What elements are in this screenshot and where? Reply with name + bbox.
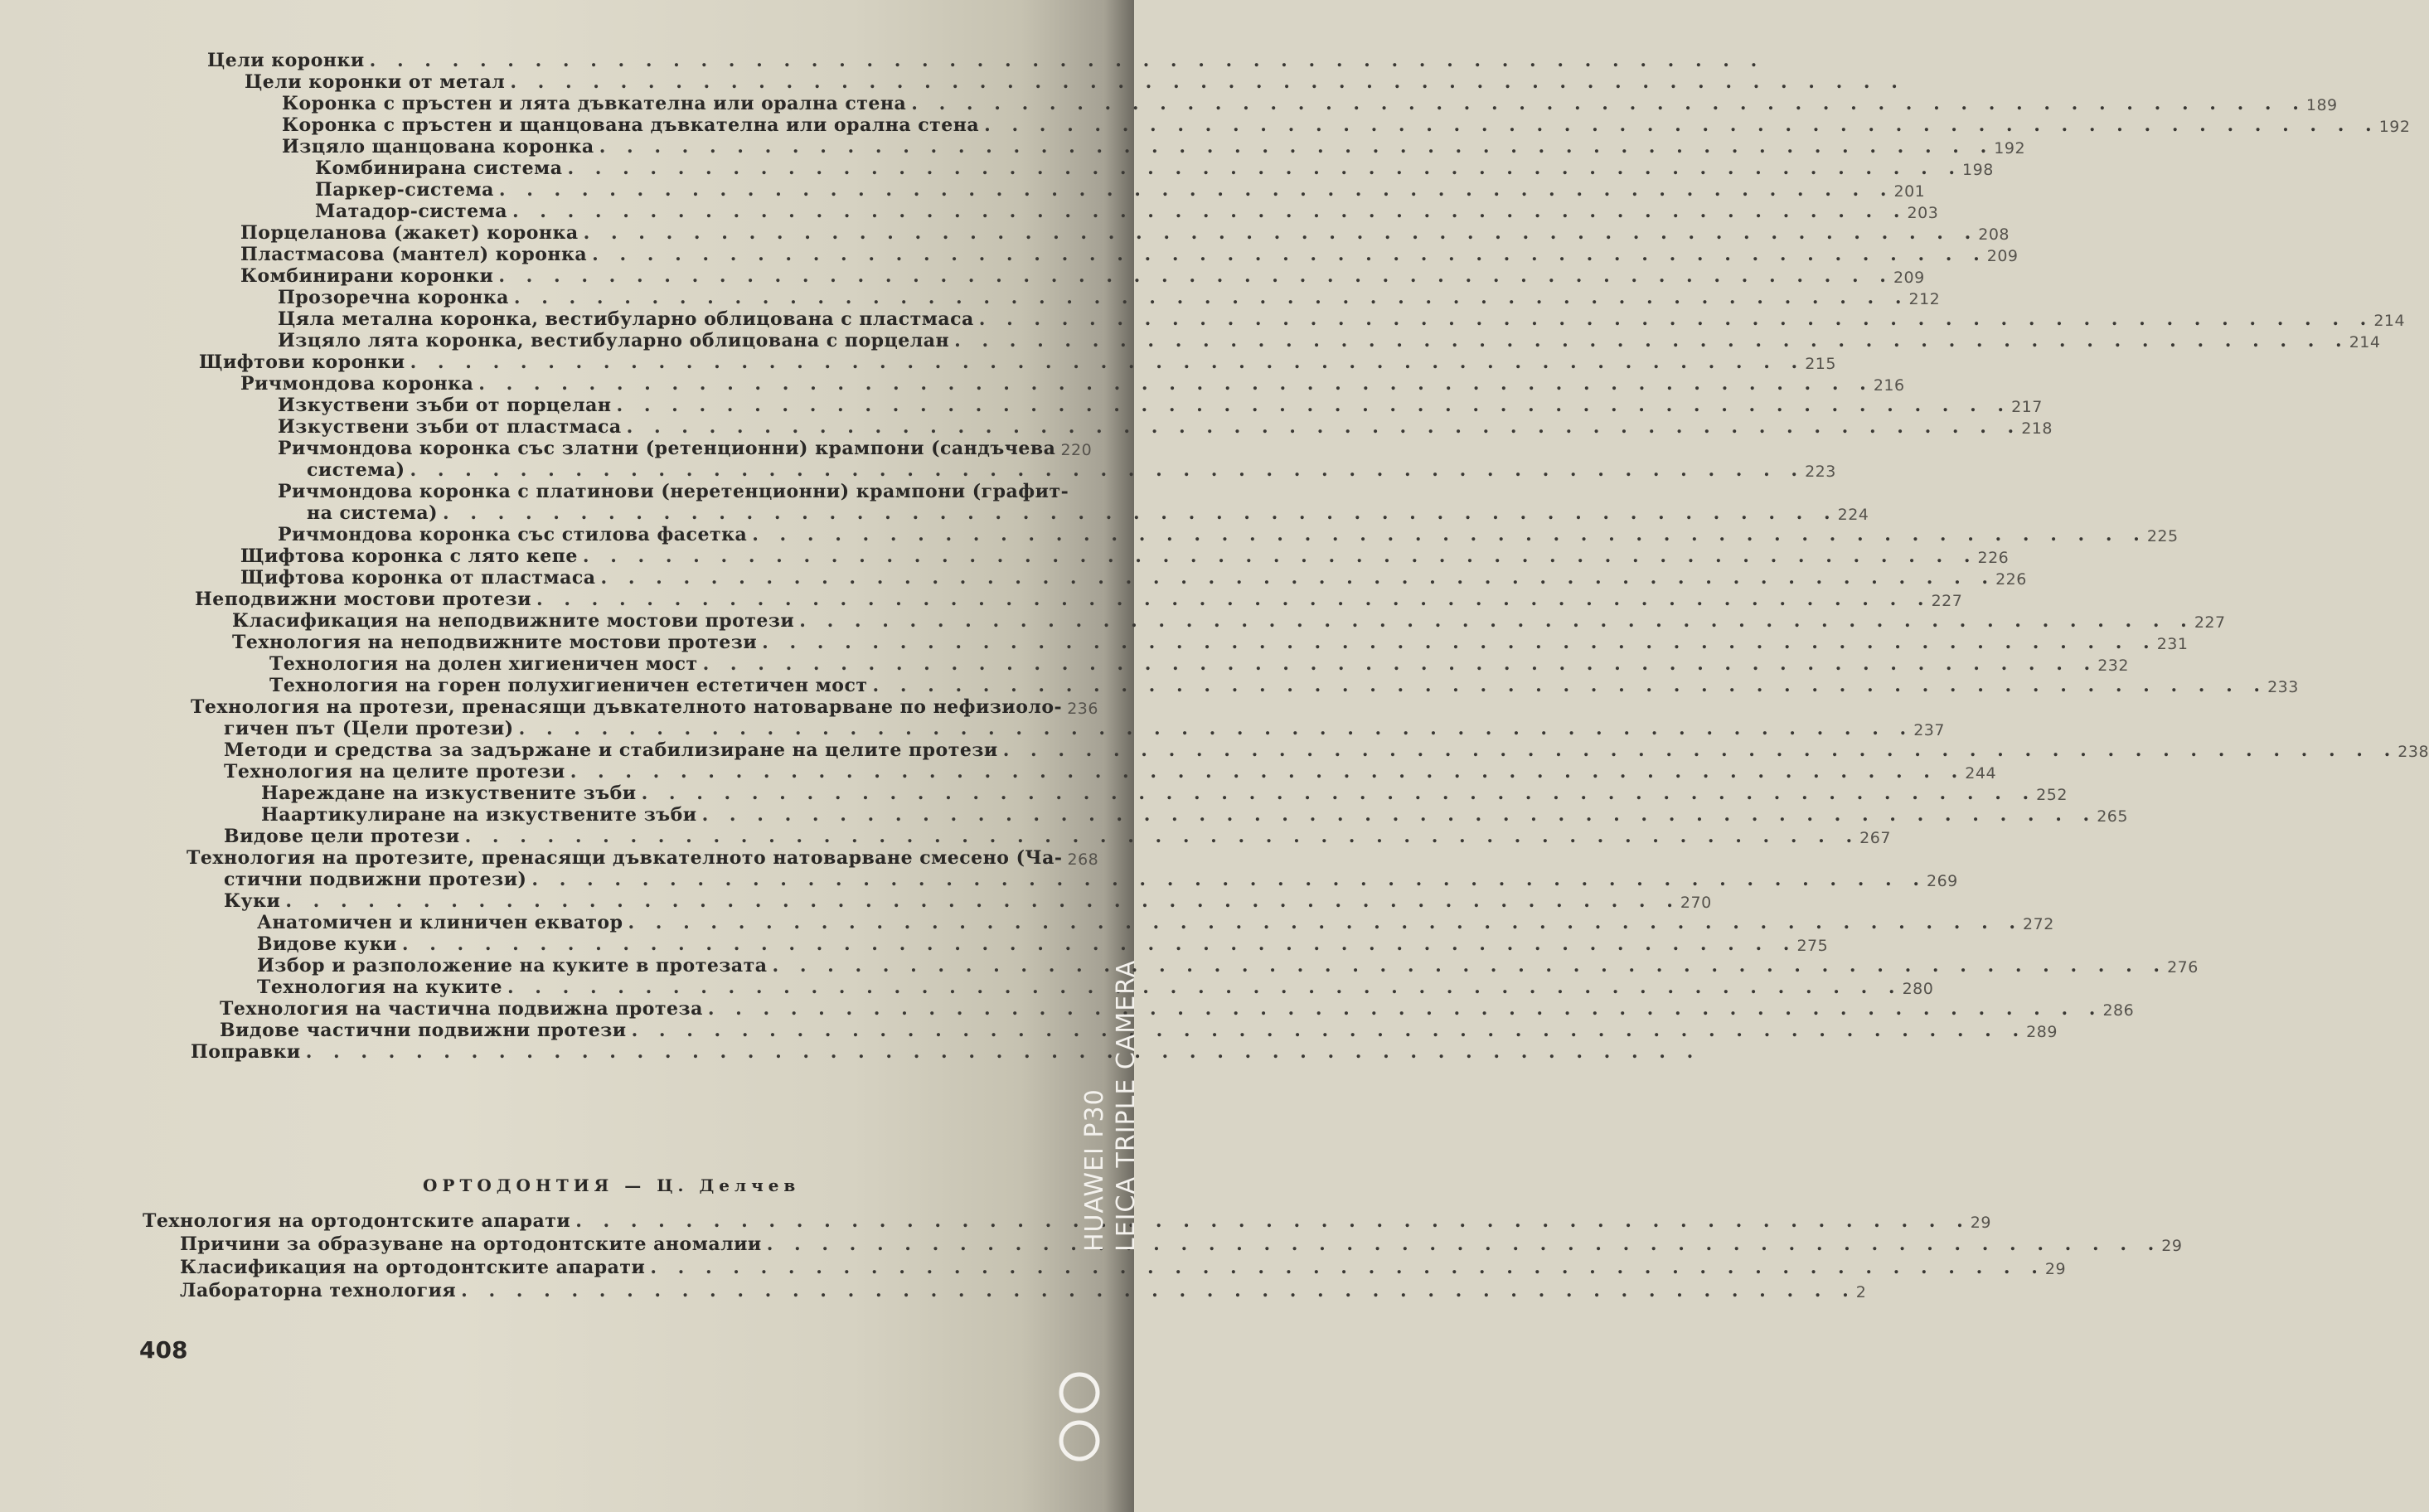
toc-entry-page: 224 (1837, 506, 1869, 524)
dot-leader: . . . . . . . . . . . . . . . . . . . . . . . . . . . . . . . . . . . . . . . . . . . . . . . . . . . (536, 589, 1932, 610)
toc-entry-page: 267 (1859, 829, 1891, 847)
toc-entry (124, 890, 1712, 912)
toc-entry-page: 209 (1986, 247, 2019, 265)
toc-entry-page: 227 (2194, 613, 2226, 632)
toc-entry-page: 270 (1680, 894, 1712, 912)
toc-entry-page: 209 (1893, 269, 1925, 287)
toc-entry-page: 280 (1902, 980, 1934, 998)
toc-entry-title: Причини за образуване на ортодонтските аномалии (180, 1233, 762, 1255)
toc-entry-page: 2 (1855, 1283, 1867, 1301)
toc-entry-title: Технология на целите протези (224, 761, 565, 783)
toc-entry (124, 718, 1945, 739)
toc-entry-title: Видове куки (257, 933, 397, 955)
dot-leader: . . . . . . . . . . . . . . . . . . . . . . . . . . . . . . . . . . . . . . . . . . . . . . . . . . . (513, 287, 1909, 308)
toc-entry (124, 114, 2411, 136)
toc-entry (124, 71, 1905, 93)
dot-leader: . . . . . . . . . . . . . . . . . . . . . . . . . . . . . . . . . . . . . . . . . . . . . . . . . . . (626, 416, 2022, 438)
page-number: 408 (139, 1336, 188, 1364)
toc-entry-page: 225 (2146, 527, 2179, 545)
dot-leader: . . . . . . . . . . . . . . . . . . . . . . . . . . . . . . . . . . . . . . . . . . . . . . . . . . . (799, 610, 2194, 632)
toc-entry (124, 222, 2010, 244)
toc-entry-title: Технология на ортодонтските апарати (143, 1210, 571, 1232)
toc-entry-title: Комбинирана система (315, 158, 563, 179)
toc-entry-title: Технология на горен полухигиеничен естетичен мост (269, 675, 868, 696)
dot-leader: . . . . . . . . . . . . . . . . . . . . . . . . . . . . . . . . . . . . . . . . . . . . . . . . . . . (511, 201, 1908, 222)
toc-entry-page: 29 (2044, 1260, 2067, 1278)
toc-entry-page: 226 (1995, 570, 2027, 589)
toc-entry (124, 912, 2054, 933)
toc-entry-page: 201 (1893, 182, 1926, 201)
dot-leader: . . . . . . . . . . . . . . . . . . . . . . . . . . . . . . . . . . . . . . . . . . . . . . . . . . . (984, 114, 2379, 136)
toc-entry (124, 459, 1836, 481)
toc-entry (124, 179, 1926, 201)
toc-entry-title: Класификация на ортодонтските апарати (180, 1257, 646, 1278)
toc-entry-title: Паркер-система (315, 179, 494, 201)
toc-entry-title: Технология на куките (257, 976, 502, 998)
toc-entry (124, 201, 1939, 222)
toc-entry-page: 237 (1913, 721, 1945, 739)
toc-entry (124, 955, 2199, 976)
toc-entry-title: Нареждане на изкуствените зъби (261, 783, 637, 804)
toc-entry (124, 395, 2043, 416)
toc-entry-page: 189 (2305, 96, 2338, 114)
toc-entry-title: Цяла метална коронка, вестибуларно облицована с пластмаса (278, 308, 974, 330)
dot-leader: . . . . . . . . . . . . . . . . . . . . . . . . . . . . . . . . . . . . . . . . . . . . . . . . . . . (702, 653, 2098, 675)
dot-leader: . . . . . . . . . . . . . . . . . . . . . . . . . . . . . . . . . . . . . . . . . . . . . . . . . . . (567, 158, 1963, 179)
toc-entry-page: 217 (2011, 398, 2043, 416)
toc-entry (124, 1041, 1701, 1063)
dot-leader: . . . . . . . . . . . . . . . . . . . . . . . . . . . . . . . . . . . . . . . . . . . . . . . . . . . (701, 804, 2097, 826)
watermark-line-1: HUAWEI P30 (1080, 1088, 1109, 1252)
dot-leader: . . . . . . . . . . . . . . . . . . . . . . . . . . . . . . . . . . . . . . . . . . . . . . . . . . . (752, 524, 2147, 545)
dot-leader: . . . . . . . . . . . . . . . . . . . . . . . . . . . . . . . . . . . . . . . . . . . . . . . . . . . (401, 933, 1797, 955)
toc-entry-title: Анатомичен и клиничен екватор (257, 912, 623, 933)
toc-entry-title: Пластмасова (мантел) коронка (240, 244, 588, 265)
toc-entry-title: Избор и разположение на куките в протезата (257, 955, 768, 976)
toc-entry-title: Изцяло щанцована коронка (282, 136, 594, 158)
dot-leader: . . . . . . . . . . . . . . . . . . . . . . . . . . . . . . . . . . . . . . . . . . . . . . . . . . . (305, 1041, 1701, 1063)
toc-entry (124, 330, 2381, 351)
toc-entry-title: Коронка с пръстен и щанцована дъвкателна или орална стена (282, 114, 980, 136)
toc-entry-page: 192 (1994, 139, 2026, 158)
dot-leader: . . . . . . . . . . . . . . . . . . . . . . . . . . . . . . . . . . . . . . . . . . . . . . . . . . . (498, 179, 1894, 201)
toc-entry-page: 252 (2036, 786, 2068, 804)
dot-leader: . . . . . . . . . . . . . . . . . . . . . . . . . . . . . . . . . . . . . . . . . . . . . . . . . . . (954, 330, 2349, 351)
toc-entry (124, 567, 2027, 589)
toc-entry-title: Ричмондова коронка със златни (ретенционни) крампони (сандъчева (278, 438, 1056, 459)
toc-entry (124, 502, 1869, 524)
toc-entry-page: 226 (1977, 549, 2010, 567)
toc-entry-title: Технология на неподвижните мостови протези (232, 632, 758, 653)
toc-entry (124, 287, 1941, 308)
toc-entry (124, 93, 2338, 114)
dot-leader: . . . . . . . . . . . . . . . . . . . . . . . . . . . . . . . . . . . . . . . . . . . . . . . . . . . (600, 567, 1996, 589)
dot-leader: . . . . . . . . . . . . . . . . . . . . . . . . . . . . . . . . . . . . . . . . . . . . . . . . . . . (410, 459, 1806, 481)
toc-entry-page: 227 (1931, 592, 1963, 610)
toc-entry (124, 265, 1925, 287)
toc-entry-title: Видове частични подвижни протези (220, 1020, 627, 1041)
camera-watermark (1046, 959, 1141, 1467)
toc-entry-title: Технология на протези, пренасящи дъвкателното натоварване по нефизиоло- (191, 696, 1063, 718)
dot-leader: . . . . . . . . . . . . . . . . . . . . . . . . . . . . . . . . . . . . . . . . . . . . . . . . . . . (478, 373, 1874, 395)
toc-entry (124, 416, 2053, 438)
toc-entry-page: 272 (2023, 915, 2054, 933)
table-of-contents (124, 50, 2429, 1063)
toc-entry (124, 696, 1098, 718)
toc-entry (124, 869, 1958, 890)
toc-entry-page: 216 (1873, 376, 1905, 395)
toc-entry (124, 308, 2406, 330)
toc-entry-title: на система) (307, 502, 439, 524)
toc-entry-page: 203 (1907, 204, 1939, 222)
dot-leader: . . . . . . . . . . . . . . . . . . . . . . . . . . . . . . . . . . . . . . . . . . . . . . . . . . . (641, 783, 2037, 804)
toc-entry (124, 589, 1963, 610)
toc-entry (143, 1232, 2183, 1255)
toc-entry (124, 481, 1078, 502)
toc-entry (124, 1020, 2058, 1041)
dot-leader: . . . . . . . . . . . . . . . . . . . . . . . . . . . . . . . . . . . . . . . . . . . . . . . . . . . (628, 912, 2024, 933)
toc-entry (124, 438, 1093, 459)
dot-leader: . . . . . . . . . . . . . . . . . . . . . . . . . . . . . . . . . . . . . . . . . . . . . . . . . . . (369, 50, 1765, 71)
toc-entry (124, 244, 2019, 265)
dot-leader: . . . . . . . . . . . . . . . . . . . . . . . . . . . . . . . . . . . . . . . . . . . . . . . . . . . (772, 955, 2168, 976)
toc-entry-page: 286 (2102, 1001, 2135, 1020)
toc-entry (124, 524, 2179, 545)
toc-entry-page: 231 (2156, 635, 2189, 653)
toc-entry (143, 1209, 1991, 1232)
toc-entry-page: 223 (1805, 463, 1836, 481)
toc-entry-page: 269 (1927, 872, 1958, 890)
toc-entry-title: Класификация на неподвижните мостови протези (232, 610, 795, 632)
toc-entry-page: 215 (1805, 355, 1836, 373)
toc-entry-title: Технология на долен хигиеничен мост (269, 653, 698, 675)
toc-entry-title: Изцяло лята коронка, вестибуларно облицована с порцелан (278, 330, 950, 351)
toc-entry-title: Щифтова коронка от пластмаса (240, 567, 596, 589)
dot-leader: . . . . . . . . . . . . . . . . . . . . . . . . . . . . . . . . . . . . . . . . . . . . . . . . . . . (766, 1233, 2162, 1255)
dot-leader: . . . . . . . . . . . . . . . . . . . . . . . . . . . . . . . . . . . . . . . . . . . . . . . . . . . (911, 93, 2306, 114)
dot-leader: . . . . . . . . . . . . . . . . . . . . . . . . . . . . . . . . . . . . . . . . . . . . . . . . . . . (582, 545, 1978, 567)
toc-entry (124, 373, 1905, 395)
toc-entry-title: Технология на протезите, пренасящи дъвкателното натоварване смесено (Ча- (187, 847, 1063, 869)
dot-leader: . . . . . . . . . . . . . . . . . . . . . . . . . . . . . . . . . . . . . . . . . . . . . . . . . . . (650, 1257, 2045, 1278)
dot-leader: . . . . . . . . . . . . . . . . . . . . . . . . . . . . . . . . . . . . . . . . . . . . . . . . . . . (443, 502, 1838, 524)
toc-entry (124, 847, 1099, 869)
toc-entry (124, 783, 2068, 804)
toc-entry-title: Методи и средства за задържане и стабилизиране на целите протези (224, 739, 998, 761)
toc-entry (124, 545, 2010, 567)
toc-entry-page: 214 (2349, 333, 2381, 351)
toc-entry-title: Лабораторна технология (180, 1280, 457, 1301)
toc-entry (124, 675, 2299, 696)
toc-entry (124, 351, 1836, 373)
dot-leader: . . . . . . . . . . . . . . . . . . . . . . . . . . . . . . . . . . . . . . . . . . . . . . . . . . . (461, 1280, 1856, 1301)
toc-entry-title: Щифтови коронки (199, 351, 405, 373)
dot-leader: . . . . . . . . . . . . . . . . . . . . . . . . . . . . . . . . . . . . . . . . . . . . . . . . . . . (707, 998, 2103, 1020)
toc-entry (143, 1255, 2067, 1278)
toc-entry-title: стични подвижни протези) (224, 869, 527, 890)
toc-entry (124, 826, 1891, 847)
dot-leader: . . . . . . . . . . . . . . . . . . . . . . . . . . . . . . . . . . . . . . . . . . . . . . . . . . . (978, 308, 2374, 330)
toc-entry-page: 29 (2161, 1237, 2183, 1255)
toc-entry (124, 610, 2226, 632)
dot-leader: . . . . . . . . . . . . . . . . . . . . . . . . . . . . . . . . . . . . . . . . . . . . . . . . . . . (762, 632, 2157, 653)
toc-entry-title: Порцеланова (жакет) коронка (240, 222, 579, 244)
toc-entry-page: 220 (1060, 441, 1093, 459)
toc-entry-title: Щифтова коронка с лято кепе (240, 545, 578, 567)
toc-entry-title: система) (307, 459, 405, 481)
toc-entry-title: гичен път (Цели протези) (224, 718, 514, 739)
toc-entry-title: Комбинирани коронки (240, 265, 494, 287)
dot-leader: . . . . . . . . . . . . . . . . . . . . . . . . . . . . . . . . . . . . . . . . . . . . . . . . . . . (510, 71, 1905, 93)
toc-entry-title: Технология на частична подвижна протеза (220, 998, 703, 1020)
toc-entry-page: 233 (2267, 678, 2299, 696)
toc-entry (124, 739, 2429, 761)
dot-leader: . . . . . . . . . . . . . . . . . . . . . . . . . . . . . . . . . . . . . . . . . . . . . . . . . . . (1002, 739, 2398, 761)
toc-entry-title: Цели коронки (207, 50, 365, 71)
toc-entry-title: Куки (224, 890, 281, 912)
toc-entry-title: Ричмондова коронка с платинови (неретенционни) крампони (графит- (278, 481, 1069, 502)
watermark-text (1079, 960, 1142, 1252)
toc-entry-page: 244 (1965, 764, 1997, 783)
toc-entry-title: Ричмондова коронка (240, 373, 474, 395)
toc-entry-page: 268 (1067, 850, 1099, 869)
toc-entry-title: Поправки (191, 1041, 301, 1063)
watermark-line-2: LEICA TRIPLE CAMERA (1112, 959, 1141, 1252)
toc-entry-title: Прозоречна коронка (278, 287, 509, 308)
dot-leader: . . . . . . . . . . . . . . . . . . . . . . . . . . . . . . . . . . . . . . . . . . . . . . . . . . . (531, 869, 1927, 890)
dot-leader: . . . . . . . . . . . . . . . . . . . . . . . . . . . . . . . . . . . . . . . . . . . . . . . . . . . (872, 675, 2268, 696)
toc-entry-page: 232 (2097, 657, 2129, 675)
toc-entry (124, 976, 1934, 998)
toc-entry (124, 653, 2129, 675)
toc-entry (124, 998, 2135, 1020)
toc-entry (124, 136, 2026, 158)
toc-entry (124, 761, 1997, 783)
toc-entry-page: 198 (1962, 161, 1994, 179)
dot-leader: . . . . . . . . . . . . . . . . . . . . . . . . . . . . . . . . . . . . . . . . . . . . . . . . . . . (575, 1210, 1971, 1232)
toc-entry (124, 933, 1829, 955)
toc-entry-page: 192 (2378, 118, 2411, 136)
dot-leader: . . . . . . . . . . . . . . . . . . . . . . . . . . . . . . . . . . . . . . . . . . . . . . . . . . . (583, 222, 1979, 244)
toc-entry (124, 158, 1994, 179)
toc-entry-page: 289 (2026, 1023, 2058, 1041)
dot-leader: . . . . . . . . . . . . . . . . . . . . . . . . . . . . . . . . . . . . . . . . . . . . . . . . . . . (498, 265, 1893, 287)
dot-leader: . . . . . . . . . . . . . . . . . . . . . . . . . . . . . . . . . . . . . . . . . . . . . . . . . . . (507, 976, 1903, 998)
dot-leader: . . . . . . . . . . . . . . . . . . . . . . . . . . . . . . . . . . . . . . . . . . . . . . . . . . . (570, 761, 1966, 783)
dot-leader: . . . . . . . . . . . . . . . . . . . . . . . . . . . . . . . . . . . . . . . . . . . . . . . . . . . (518, 718, 1914, 739)
toc-entry-page: 212 (1908, 290, 1941, 308)
dot-leader: . . . . . . . . . . . . . . . . . . . . . . . . . . . . . . . . . . . . . . . . . . . . . . . . . . . (592, 244, 1987, 265)
toc-entry-page: 29 (1970, 1214, 1991, 1232)
toc-entry (143, 1278, 1867, 1301)
toc-entry-page: 275 (1796, 937, 1829, 955)
orthodontics-contents (143, 1209, 2183, 1301)
toc-entry-title: Изкуствени зъби от порцелан (278, 395, 612, 416)
section-title: ОРТОДОНТИЯ — Ц. Делчев (423, 1175, 801, 1195)
dot-leader: . . . . . . . . . . . . . . . . . . . . . . . . . . . . . . . . . . . . . . . . . . . . . . . . . . . (631, 1020, 2027, 1041)
toc-entry (124, 804, 2128, 826)
dot-leader: . . . . . . . . . . . . . . . . . . . . . . . . . . . . . . . . . . . . . . . . . . . . . . . . . . . (599, 136, 1995, 158)
toc-entry (124, 50, 1765, 71)
toc-entry-page: 218 (2021, 419, 2053, 438)
toc-entry-page: 208 (1978, 225, 2010, 244)
toc-entry-page: 238 (2397, 743, 2429, 761)
dot-leader: . . . . . . . . . . . . . . . . . . . . . . . . . . . . . . . . . . . . . . . . . . . . . . . . . . . (410, 351, 1806, 373)
toc-entry-page: 265 (2097, 807, 2128, 826)
toc-entry-title: Видове цели протези (224, 826, 460, 847)
toc-entry-title: Ричмондова коронка със стилова фасетка (278, 524, 748, 545)
dot-leader: . . . . . . . . . . . . . . . . . . . . . . . . . . . . . . . . . . . . . . . . . . . . . . . . . . . (464, 826, 1860, 847)
toc-entry-title: Наартикулиране на изкуствените зъби (261, 804, 697, 826)
dot-leader: . . . . . . . . . . . . . . . . . . . . . . . . . . . . . . . . . . . . . . . . . . . . . . . . . . . (616, 395, 2012, 416)
toc-entry-page: 214 (2373, 312, 2406, 330)
toc-entry-title: Матадор-система (315, 201, 507, 222)
toc-entry-title: Цели коронки от метал (245, 71, 506, 93)
toc-entry-title: Изкуствени зъби от пластмаса (278, 416, 622, 438)
toc-entry-title: Коронка с пръстен и лята дъвкателна или орална стена (282, 93, 907, 114)
dot-leader: . . . . . . . . . . . . . . . . . . . . . . . . . . . . . . . . . . . . . . . . . . . . . . . . . . . (285, 890, 1680, 912)
toc-entry-page: 276 (2167, 958, 2199, 976)
leica-rings-icon (1053, 1368, 1106, 1467)
toc-entry-page: 236 (1067, 700, 1098, 718)
toc-entry-title: Неподвижни мостови протези (195, 589, 532, 610)
toc-entry (124, 632, 2189, 653)
